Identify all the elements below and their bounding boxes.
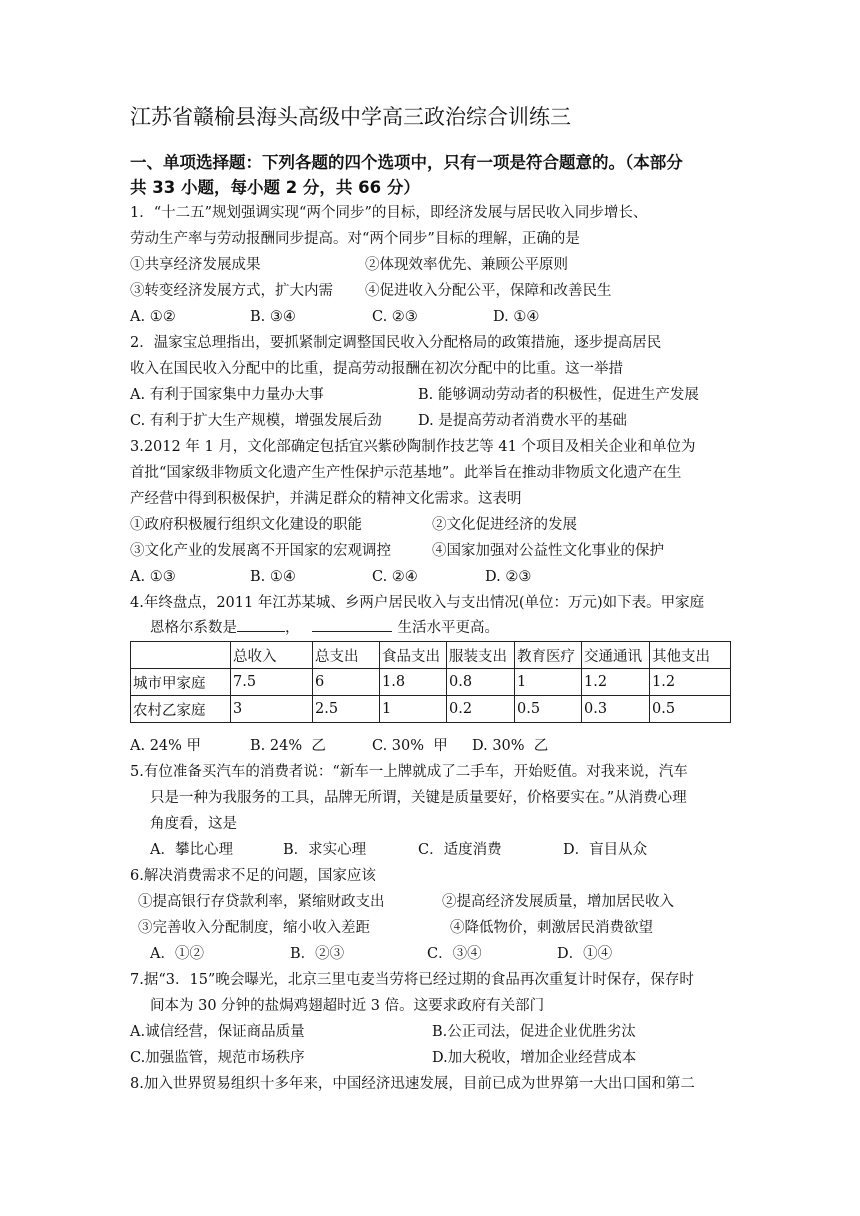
q4-stem-text-c: 生活水平更高。 (397, 620, 499, 636)
q4-option-a: A. 24% 甲 (130, 738, 202, 754)
q2-option-d: D. 是提高劳动者消费水平的基础 (418, 413, 627, 429)
table-header-cell: 服装支出 (447, 642, 515, 669)
table-cell: 0.5 (650, 696, 731, 723)
q3-option-c: C. ②④ (372, 569, 418, 585)
q3-stem-line3: 产经营中得到积极保护，并满足群众的精神文化需求。这表明 (130, 491, 522, 507)
q7-stem-line2: 间本为 30 分钟的盐焗鸡翅超时近 3 倍。这要求政府有关部门 (150, 998, 545, 1014)
section-heading-line1: 一、单项选择题：下列各题的四个选项中，只有一项是符合题意的。（本部分 (130, 153, 683, 172)
q1-option-a: A. ①② (130, 309, 176, 325)
table-cell: 1.8 (380, 669, 447, 696)
table-header-cell: 其他支出 (650, 642, 731, 669)
q1-statement-2: ②体现效率优先、兼顾公平原则 (365, 257, 568, 273)
q3-option-d: D. ②③ (485, 569, 532, 585)
table-cell: 0.8 (447, 669, 515, 696)
q5-option-b: B．求实心理 (283, 842, 367, 858)
q1-statement-4: ④促进收入分配公平，保障和改善民生 (365, 283, 612, 299)
q6-option-a: A．①② (150, 946, 204, 962)
q7-option-d: D.加大税收，增加企业经营成本 (432, 1050, 637, 1066)
q5-option-a: A．攀比心理 (150, 842, 233, 858)
q5-stem-line1: 5.有位准备买汽车的消费者说：“新车一上牌就成了二手车，开始贬值。对我来说，汽车 (130, 764, 688, 780)
q5-option-d: D．盲目从众 (563, 842, 648, 858)
q2-option-a: A. 有利于国家集中力量办大事 (130, 387, 324, 403)
table-header-cell: 总支出 (313, 642, 380, 669)
q3-statement-3: ③文化产业的发展离不开国家的宏观调控 (130, 543, 391, 559)
table-cell: 1.2 (582, 669, 650, 696)
q3-statement-4: ④国家加强对公益性文化事业的保护 (432, 543, 664, 559)
q3-stem-line1: 3.2012 年 1 月，文化部确定包括宜兴紫砂陶制作技艺等 41 个项目及相关企业和单位为 (130, 439, 696, 455)
q1-option-b: B. ③④ (250, 309, 296, 325)
q3-option-b: B. ①④ (250, 569, 296, 585)
q5-option-c: C．适度消费 (418, 842, 502, 858)
q6-statement-3: ③完善收入分配制度，缩小收入差距 (138, 920, 370, 936)
q7-stem-line1: 7.据“3．15”晚会曝光，北京三里屯麦当劳将已经过期的食品再次重复计时保存，保存时 (130, 972, 694, 988)
q3-option-a: A. ①③ (130, 569, 176, 585)
table-header-cell: 教育医疗 (515, 642, 582, 669)
table-cell: 6 (313, 669, 380, 696)
q2-option-c: C. 有利于扩大生产规模，增强发展后劲 (130, 413, 382, 429)
q5-stem-line3: 角度看，这是 (150, 816, 237, 832)
table-row (131, 696, 731, 723)
table-cell: 城市甲家庭 (131, 669, 231, 696)
page-title: 江苏省赣榆县海头高级中学高三政治综合训练三 (130, 105, 571, 129)
q6-option-b: B．②③ (290, 946, 345, 962)
table-header-cell (131, 642, 231, 669)
q6-option-d: D．①④ (557, 946, 613, 962)
table-cell: 0.3 (582, 696, 650, 723)
q1-option-c: C. ②③ (372, 309, 418, 325)
table-cell: 农村乙家庭 (131, 696, 231, 723)
q4-blank-1 (237, 617, 285, 632)
table-row (131, 669, 731, 696)
table-header-cell: 食品支出 (380, 642, 447, 669)
q8-stem-line1: 8.加入世界贸易组织十多年来，中国经济迅速发展，目前已成为世界第一大出口国和第二 (130, 1076, 695, 1092)
q6-statement-1: ①提高银行存贷款利率，紧缩财政支出 (138, 894, 385, 910)
q3-statement-2: ②文化促进经济的发展 (432, 517, 577, 533)
q4-option-c: C. 30% 甲 (372, 738, 448, 754)
table-cell: 1.2 (650, 669, 731, 696)
q7-option-b: B.公正司法，促进企业优胜劣汰 (432, 1024, 636, 1040)
q4-stem-line2 (150, 617, 499, 638)
table-cell: 3 (231, 696, 313, 723)
table-cell: 0.5 (515, 696, 582, 723)
q2-stem-line2: 收入在国民收入分配中的比重，提高劳动报酬在初次分配中的比重。这一举措 (130, 361, 623, 377)
q4-stem-text-b: ， (285, 620, 300, 636)
q3-statement-1: ①政府积极履行组织文化建设的职能 (130, 517, 362, 533)
q4-blank-2 (312, 617, 392, 632)
q4-stem-text-a: 恩格尔系数是 (150, 620, 237, 636)
q2-stem-line1: 2．温家宝总理指出，要抓紧制定调整国民收入分配格局的政策措施，逐步提高居民 (130, 335, 662, 351)
q6-statement-2: ②提高经济发展质量，增加居民收入 (442, 894, 674, 910)
q6-option-c: C．③④ (427, 946, 482, 962)
q1-statement-1: ①共享经济发展成果 (130, 257, 261, 273)
table-cell: 2.5 (313, 696, 380, 723)
q6-statement-4: ④降低物价，刺激居民消费欲望 (450, 920, 653, 936)
table-cell: 7.5 (231, 669, 313, 696)
q5-stem-line2: 只是一种为我服务的工具，品牌无所谓，关键是质量要好，价格要实在。”从消费心理 (150, 790, 687, 806)
q2-option-b: B. 能够调动劳动者的积极性，促进生产发展 (418, 387, 699, 403)
q7-option-c: C.加强监管，规范市场秩序 (130, 1050, 305, 1066)
q6-stem: 6.解决消费需求不足的问题，国家应该 (130, 868, 376, 884)
q4-option-b: B. 24% 乙 (250, 738, 326, 754)
q1-stem-line2: 劳动生产率与劳动报酬同步提高。对“两个同步”目标的理解，正确的是 (130, 231, 580, 247)
q3-stem-line2: 首批“国家级非物质文化遗产生产性保护示范基地”。此举旨在推动非物质文化遗产在生 (130, 465, 682, 481)
table-cell: 1 (515, 669, 582, 696)
table-header-cell: 交通通讯 (582, 642, 650, 669)
q1-option-d: D. ①④ (493, 309, 540, 325)
q4-income-table (130, 641, 731, 723)
q1-stem-line1: 1．“十二五”规划强调实现“两个同步”的目标，即经济发展与居民收入同步增长、 (130, 205, 648, 221)
q4-stem-line1: 4.年终盘点，2011 年江苏某城、乡两户居民收入与支出情况(单位：万元)如下表。甲家庭 (130, 595, 705, 611)
table-header-cell: 总收入 (231, 642, 313, 669)
table-header-row (131, 642, 731, 669)
table-cell: 0.2 (447, 696, 515, 723)
section-heading-line2: 共 33 小题，每小题 2 分，共 66 分） (130, 178, 420, 197)
q4-option-d: D. 30% 乙 (472, 738, 549, 754)
q1-statement-3: ③转变经济发展方式，扩大内需 (130, 283, 333, 299)
table-cell: 1 (380, 696, 447, 723)
q7-option-a: A.诚信经营，保证商品质量 (130, 1024, 305, 1040)
